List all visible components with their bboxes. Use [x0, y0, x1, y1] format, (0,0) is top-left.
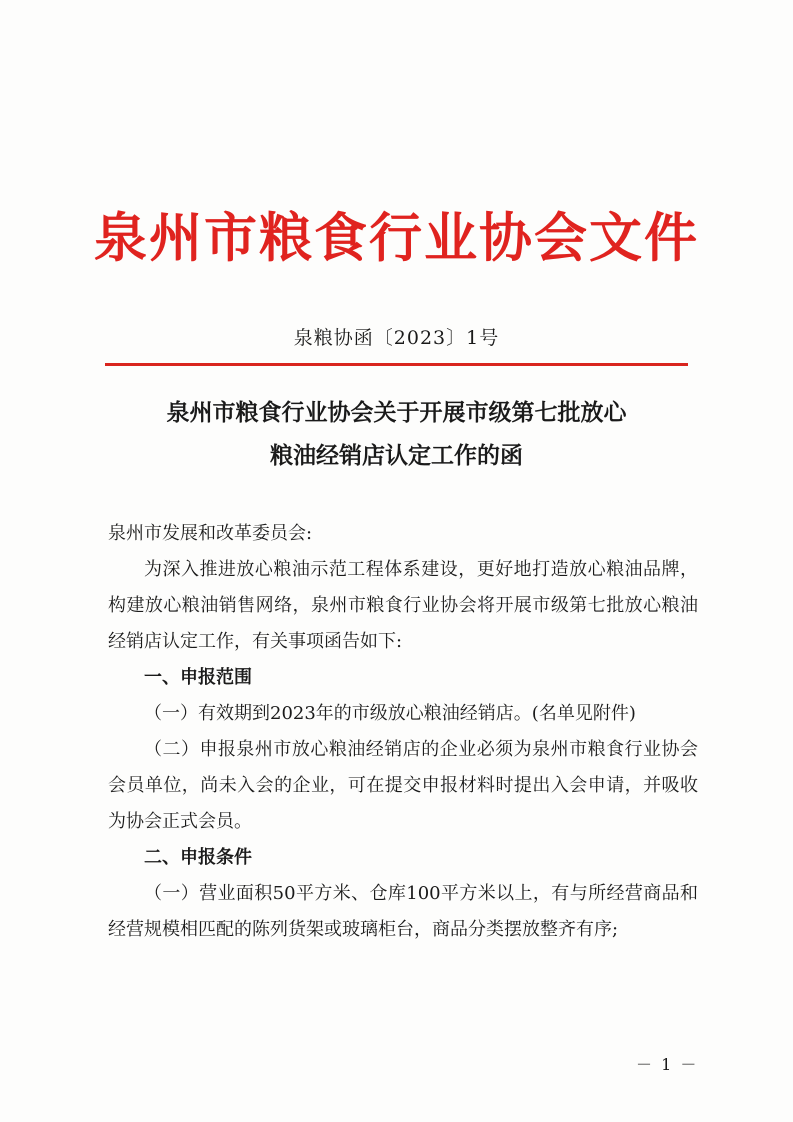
document-title-line-2: 粮油经销店认定工作的函: [270, 443, 523, 469]
intro-paragraph: 为深入推进放心粮油示范工程体系建设，更好地打造放心粮油品牌，构建放心粮油销售网络，泉州市粮食行业协会将开展市级第七批放心粮油经销店认定工作，有关事项函告如下:: [108, 559, 698, 652]
section-2-heading: 二、申报条件: [144, 847, 252, 868]
document-body: [108, 516, 698, 948]
page-number: － 1 －: [636, 1055, 699, 1074]
salutation: 泉州市发展和改革委员会:: [108, 523, 313, 544]
document-title: [70, 392, 723, 478]
section-1-heading: 一、申报范围: [144, 667, 252, 688]
document-title-line-1: 泉州市粮食行业协会关于开展市级第七批放心: [166, 400, 627, 426]
section-1-item-2: （二）申报泉州市放心粮油经销店的企业必须为泉州市粮食行业协会会员单位，尚未入会的企业，可在提交申报材料时提出入会申请，并吸收为协会正式会员。: [108, 739, 698, 832]
section-2-item-1: （一）营业面积50平方米、仓库100平方米以上，有与所经营商品和经营规模相匹配的陈列货架或玻璃柜台，商品分类摆放整齐有序;: [108, 883, 698, 940]
section-1-item-1: （一）有效期到2023年的市级放心粮油经销店。(名单见附件): [144, 703, 636, 724]
issuer-header: 泉州市粮食行业协会文件: [94, 207, 699, 269]
red-divider-line: [105, 363, 688, 366]
document-number: 泉粮协函〔2023〕1号: [293, 327, 500, 349]
